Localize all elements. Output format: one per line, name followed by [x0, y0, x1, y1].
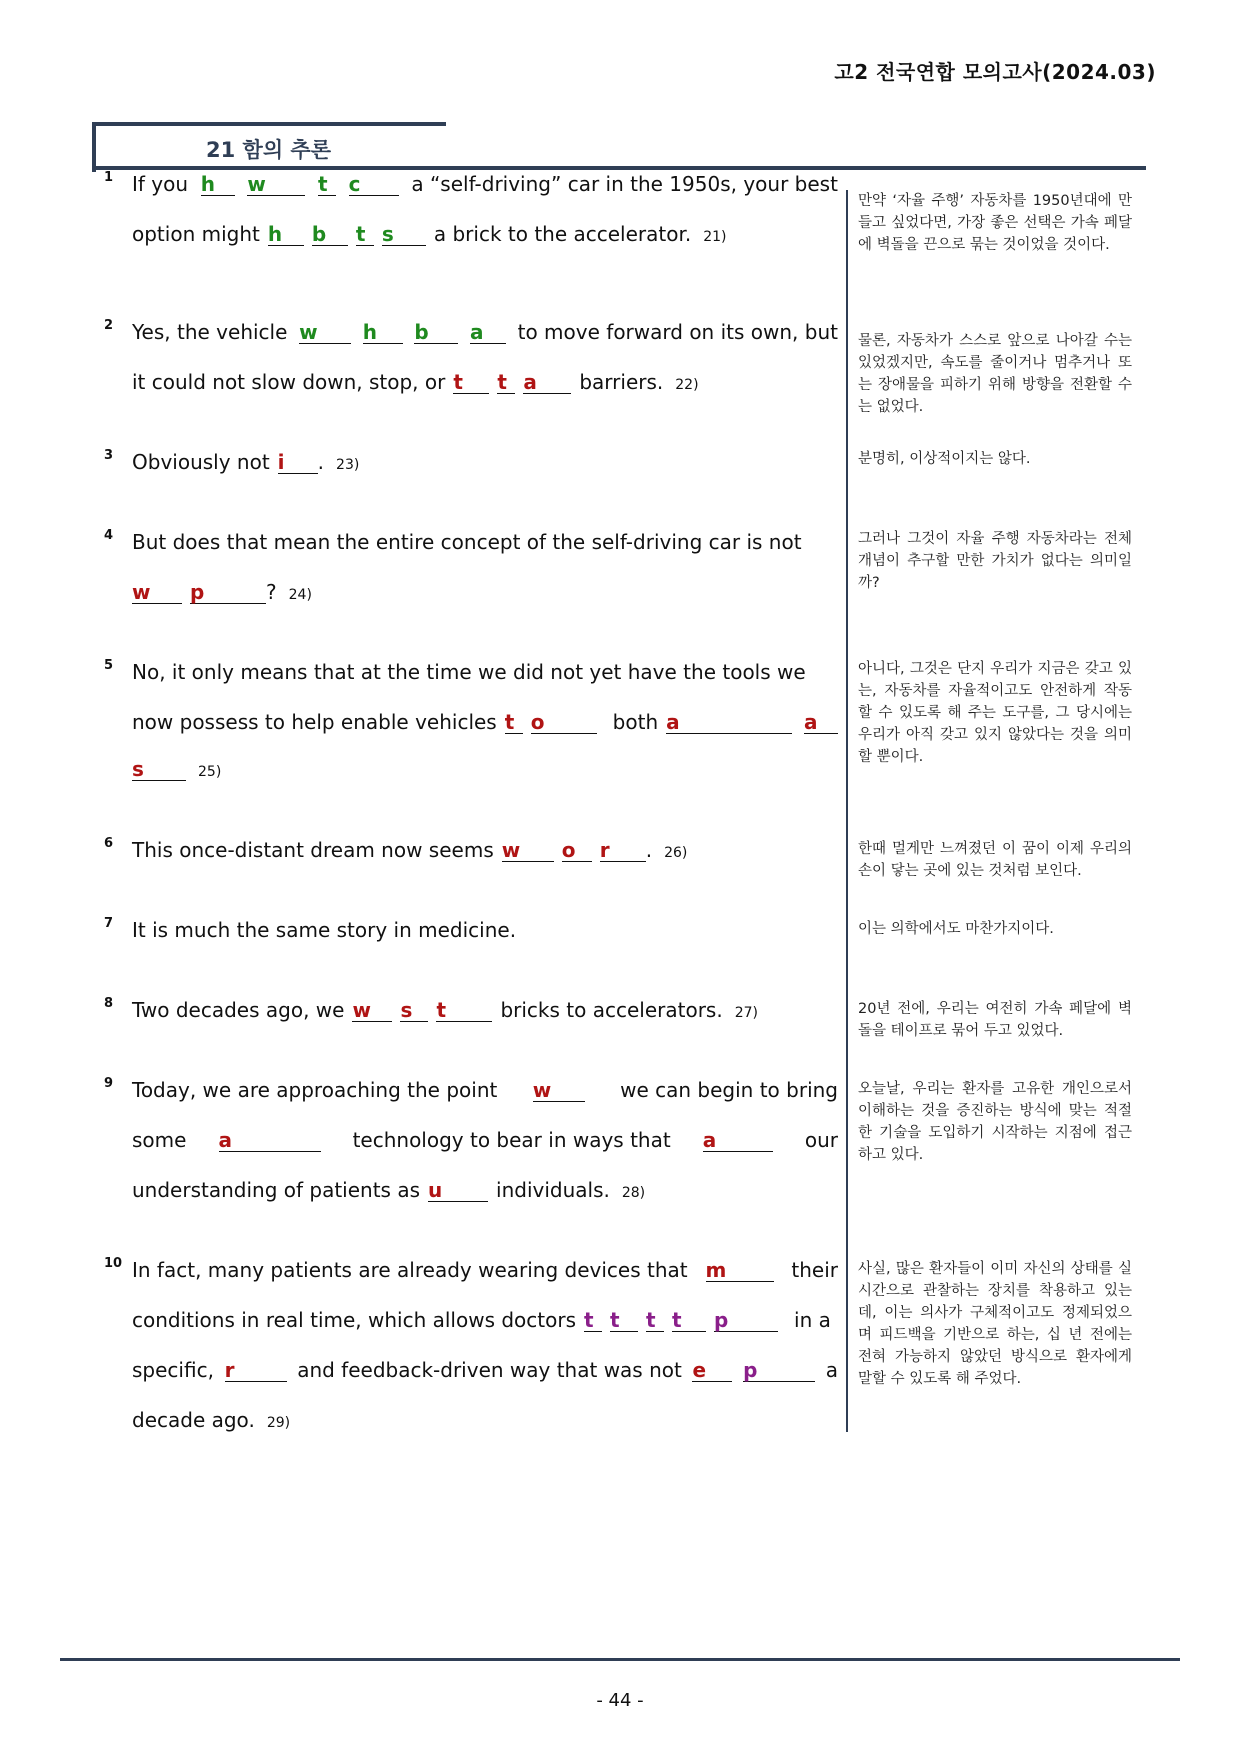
item-number: 4: [104, 528, 114, 543]
answer-blank[interactable]: h: [363, 321, 403, 344]
english-sentence: If you h w t c a “self-driving” car in the 1950s, your best option might h b t s a brick to the accelerator. 21): [132, 172, 838, 246]
page-number: - 44 -: [596, 1690, 644, 1711]
page-header-title: 고2 전국연합 모의고사(2024.03): [834, 60, 1156, 84]
answer-blank[interactable]: t: [436, 999, 492, 1022]
answer-blank[interactable]: w: [299, 321, 351, 344]
sentence-text: their: [791, 1258, 838, 1282]
korean-translation: 만약 ‘자율 주행’ 자동차를 1950년대에 만들고 싶었다면, 가장 좋은 선택은 가속 페달에 벽돌을 끈으로 묶는 것이었을 것이다.: [858, 193, 1132, 253]
korean-translation: 아니다, 그것은 단지 우리가 지금은 갖고 있는, 자동차를 자율적이고도 안전하게 작동할 수 있도록 해 주는 도구를, 그 당시에는 우리가 아직 갖고 있지 않았다는 것을 의미할 뿐이다.: [858, 661, 1132, 765]
sentence-text: If you: [132, 172, 189, 196]
sentence-text: now possess to help enable vehicles: [132, 710, 497, 734]
answer-blank[interactable]: u: [428, 1179, 488, 1202]
answer-blank[interactable]: t: [610, 1309, 638, 1332]
sentence-text: it could not slow down, stop, or: [132, 370, 446, 394]
english-sentence: But does that mean the entire concept of the self-driving car is not w p ? 24): [132, 530, 802, 604]
section-title: 21 함의 추론: [206, 138, 331, 162]
answer-blank[interactable]: p: [714, 1309, 778, 1332]
sentence-text: Today, we are approaching the point: [132, 1078, 498, 1102]
answer-blank[interactable]: w: [132, 581, 182, 604]
answer-blank[interactable]: a: [703, 1129, 773, 1152]
sentence-text: specific,: [132, 1358, 214, 1382]
english-sentence: No, it only means that at the time we did not yet have the tools we now possess to help enable vehicles t o both a a s 25): [132, 658, 838, 808]
footer-divider: [60, 1658, 1180, 1661]
sentence-text: option might: [132, 222, 260, 246]
item-number: 5: [104, 658, 114, 673]
answer-blank[interactable]: t: [497, 371, 515, 394]
answer-blank[interactable]: o: [531, 711, 597, 734]
english-sentence: Yes, the vehicle w h b a to move forward on its own, but it could not slow down, stop, or t t a barriers. 22): [132, 320, 838, 394]
sentence-text: understanding of patients as: [132, 1178, 421, 1202]
sentence-text: a: [825, 1358, 838, 1382]
section-header-box: [92, 122, 446, 172]
korean-translation: 한때 멀게만 느껴졌던 이 꿈이 이제 우리의 손이 닿는 곳에 있는 것처럼 보인다.: [858, 841, 1132, 879]
english-sentence: [132, 916, 838, 966]
english-sentence: Obviously not i . 23): [132, 450, 360, 474]
sentence-text: No, it only means that at the time we did not yet have the tools we: [132, 660, 806, 684]
sentence-text: we can begin to bring: [620, 1078, 838, 1102]
sentence-text: barriers.: [579, 370, 664, 394]
answer-blank[interactable]: t: [505, 711, 523, 734]
answer-blank[interactable]: t: [672, 1309, 706, 1332]
english-sentence: Today, we are approaching the point w we can begin to bring some a technology to bear in ways that a our understanding of patients as u individuals. 28): [132, 1078, 838, 1202]
sentence-text: some: [132, 1128, 187, 1152]
sentence-text: technology to bear in ways that: [352, 1128, 671, 1152]
sentence-text: Obviously not: [132, 450, 270, 474]
answer-blank[interactable]: o: [562, 839, 592, 862]
column-divider: [846, 190, 848, 1432]
item-number: 9: [104, 1076, 114, 1091]
sentence-text: our: [804, 1128, 838, 1152]
sentence-text: a brick to the accelerator.: [433, 222, 692, 246]
sentence-text: It is much the same story in medicine.: [132, 918, 517, 942]
english-sentence: Two decades ago, we w s t bricks to accelerators. 27): [132, 998, 758, 1022]
answer-blank[interactable]: r: [225, 1359, 287, 1382]
answer-blank[interactable]: a: [804, 711, 838, 734]
korean-translation: 20년 전에, 우리는 여전히 가속 페달에 벽돌을 테이프로 묶어 두고 있었다.: [858, 1001, 1132, 1039]
item-number: 1: [104, 170, 114, 185]
sentence-text: both: [612, 710, 659, 734]
sentence-text: Two decades ago, we: [132, 998, 345, 1022]
korean-translation: 오늘날, 우리는 환자를 고유한 개인으로서 이해하는 것을 증진하는 방식에 맞는 적절한 기술을 도입하기 시작하는 지점에 접근하고 있다.: [858, 1081, 1132, 1163]
korean-translation: 사실, 많은 환자들이 이미 자신의 상태를 실시간으로 관찰하는 장치를 착용하고 있는데, 이는 의사가 구체적이고도 정제되었으며 피드백을 기반으로 하는, 십 년 전에는 전혀 가능하지 않았던 방식으로 환자에게 말할 수 있도록 해 주었다.: [858, 1261, 1132, 1387]
item-number: 3: [104, 448, 114, 463]
sentence-text: and feedback-driven way that was not: [297, 1358, 682, 1382]
answer-blank[interactable]: a: [470, 321, 506, 344]
answer-blank[interactable]: i: [278, 451, 318, 474]
answer-blank[interactable]: t: [646, 1309, 664, 1332]
answer-blank[interactable]: a: [219, 1129, 321, 1152]
answer-blank[interactable]: b: [312, 223, 348, 246]
sentence-text: .: [317, 450, 325, 474]
english-sentence: In fact, many patients are already wearing devices that m their conditions in real time, which allows doctors t t t t p in a specific, r and feedback-driven way that was not e p a decade ago. 29): [132, 1258, 838, 1432]
answer-blank[interactable]: w: [247, 173, 305, 196]
answer-blank[interactable]: s: [132, 758, 186, 781]
answer-blank[interactable]: p: [743, 1359, 815, 1382]
sentence-text: in a: [794, 1308, 831, 1332]
answer-blank[interactable]: p: [190, 581, 266, 604]
sentence-text: .: [645, 838, 653, 862]
answer-blank[interactable]: s: [382, 223, 426, 246]
sentence-text: This once-distant dream now seems: [132, 838, 494, 862]
korean-translation: 이는 의학에서도 마찬가지이다.: [858, 921, 1054, 937]
sentence-text: to move forward on its own, but: [517, 320, 838, 344]
sentence-text: In fact, many patients are already wearing devices that: [132, 1258, 688, 1282]
item-number: 7: [104, 916, 114, 931]
korean-translation: 그러나 그것이 자율 주행 자동차라는 전체 개념이 추구할 만한 가치가 없다는 의미일까?: [858, 531, 1132, 591]
sentence-text: decade ago.: [132, 1408, 255, 1432]
sentence-text: ?: [266, 580, 277, 604]
answer-blank[interactable]: b: [414, 321, 458, 344]
english-sentence: This once-distant dream now seems w o r . 26): [132, 838, 688, 862]
item-number: 2: [104, 318, 114, 333]
sentence-text: individuals.: [496, 1178, 610, 1202]
answer-blank[interactable]: a: [666, 711, 792, 734]
sentence-text: But does that mean the entire concept of the self-driving car is not: [132, 530, 802, 554]
answer-blank[interactable]: w: [502, 839, 554, 862]
answer-blank[interactable]: t: [453, 371, 489, 394]
answer-blank[interactable]: m: [706, 1259, 774, 1282]
answer-blank[interactable]: r: [600, 839, 646, 862]
answer-blank[interactable]: w: [352, 999, 392, 1022]
answer-blank[interactable]: c: [349, 173, 399, 196]
answer-blank[interactable]: t: [584, 1309, 602, 1332]
item-number: 8: [104, 996, 114, 1011]
item-number: 6: [104, 836, 114, 851]
answer-blank[interactable]: t: [356, 223, 374, 246]
sentence-text: conditions in real time, which allows doctors: [132, 1308, 577, 1332]
answer-blank[interactable]: s: [400, 999, 428, 1022]
item-number: 10: [104, 1256, 123, 1271]
answer-blank[interactable]: a: [523, 371, 571, 394]
sentence-text: bricks to accelerators.: [500, 998, 723, 1022]
answer-blank[interactable]: t: [318, 173, 336, 196]
answer-blank[interactable]: h: [201, 173, 235, 196]
answer-blank[interactable]: w: [533, 1079, 585, 1102]
korean-translation: 분명히, 이상적이지는 않다.: [858, 451, 1031, 467]
sentence-text: a “self-driving” car in the 1950s, your best: [411, 172, 838, 196]
sentence-text: Yes, the vehicle: [132, 320, 288, 344]
korean-translation: 물론, 자동차가 스스로 앞으로 나아갈 수는 있었겠지만, 속도를 줄이거나 멈추거나 또는 장애물을 피하기 위해 방향을 전환할 수는 없었다.: [858, 333, 1132, 415]
answer-blank[interactable]: e: [692, 1359, 732, 1382]
answer-blank[interactable]: h: [268, 223, 304, 246]
